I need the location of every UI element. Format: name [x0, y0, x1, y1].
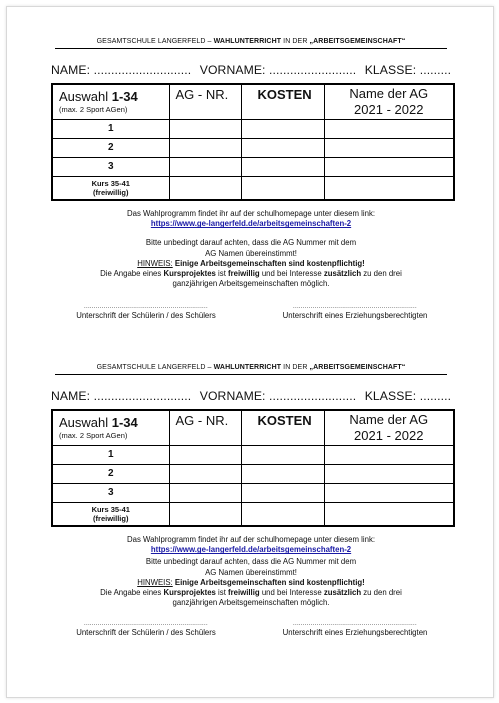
table-row	[52, 119, 454, 138]
col-auswahl-header	[52, 410, 169, 445]
kurs-optional: (freiwillig)	[93, 513, 129, 523]
agnr-cell[interactable]	[169, 157, 241, 176]
parent-signature[interactable]	[257, 620, 453, 638]
row-label: 1	[52, 445, 169, 464]
text-fragment: zusätzlich	[323, 269, 362, 279]
auswahl-range: 1-34	[111, 88, 138, 104]
info-line	[51, 588, 451, 598]
col-agname-header	[324, 410, 454, 445]
agname-cell[interactable]	[324, 445, 454, 464]
agnr-cell[interactable]	[169, 502, 241, 526]
student-signature[interactable]	[51, 303, 241, 321]
table-row	[52, 445, 454, 464]
agnr-cell[interactable]	[169, 138, 241, 157]
col-kosten-header: KOSTEN	[241, 410, 324, 445]
row-label: 1	[52, 119, 169, 138]
text-fragment: und bei Interesse	[259, 269, 324, 279]
info-line: Bitte unbedingt darauf achten, dass die AG Nummer mit dem	[145, 557, 357, 567]
hinweis-label: HINWEIS:	[137, 258, 173, 268]
col-kosten-header: KOSTEN	[241, 84, 324, 119]
agname-label: Name der AG	[349, 411, 429, 427]
table-row	[52, 138, 454, 157]
col-agname-header	[324, 84, 454, 119]
table-header-row	[52, 84, 454, 119]
header-in-der: IN DER	[281, 364, 310, 371]
table-row	[52, 483, 454, 502]
info-line: Bitte unbedingt darauf achten, dass die AG Nummer mit dem	[145, 238, 357, 248]
parent-signature-label: Unterschrift eines Erziehungsberechtigten	[282, 628, 428, 638]
kosten-cell[interactable]	[241, 464, 324, 483]
kosten-cell[interactable]	[241, 119, 324, 138]
student-fields	[51, 389, 451, 403]
agname-cell[interactable]	[324, 138, 454, 157]
signature-area	[51, 303, 451, 327]
info-line: AG Namen übereinstimmt!	[205, 567, 297, 577]
text-fragment: zu den drei	[361, 269, 402, 279]
auswahl-label: Auswahl	[59, 414, 112, 430]
agnr-cell[interactable]	[169, 483, 241, 502]
info-line: ganzjährigen Arbeitsgemeinschaften möglich.	[172, 598, 330, 608]
hinweis-text: Einige Arbeitsgemeinschaften sind kostenpflichtig!	[172, 577, 365, 587]
vorname-label: VORNAME:	[199, 389, 266, 403]
signature-line: ...............................................................	[293, 304, 417, 311]
agnr-cell[interactable]	[169, 464, 241, 483]
form-header	[55, 38, 447, 49]
agname-cell[interactable]	[324, 483, 454, 502]
klasse-label: KLASSE:	[364, 63, 417, 77]
school-year: 2021 - 2022	[354, 101, 424, 117]
text-fragment: zusätzlich	[323, 588, 362, 598]
kosten-cell[interactable]	[241, 502, 324, 526]
kosten-cell[interactable]	[241, 157, 324, 176]
info-line: ganzjährigen Arbeitsgemeinschaften möglich.	[172, 279, 330, 289]
program-link[interactable]: https://www.ge-langerfeld.de/arbeitsgemeinschaften-2	[150, 219, 352, 229]
col-agnr-header: AG - NR.	[169, 410, 241, 445]
header-ag: „ARBEITSGEMEINSCHAFT“	[309, 38, 406, 45]
info-line: Das Wahlprogramm findet ihr auf der schulhomepage unter diesem link:	[126, 209, 376, 218]
info-line	[51, 269, 451, 279]
school-year: 2021 - 2022	[354, 427, 424, 443]
header-in-der: IN DER	[281, 38, 310, 45]
parent-signature[interactable]	[257, 303, 453, 321]
hinweis-label: HINWEIS:	[137, 577, 173, 587]
student-signature[interactable]	[51, 620, 241, 638]
text-fragment: Die Angabe eines	[100, 269, 164, 279]
text-fragment: Kursprojektes	[163, 269, 216, 279]
hinweis-line	[51, 259, 451, 269]
hinweis-line	[51, 578, 451, 588]
header-school: GESAMTSCHULE LANGERFELD –	[96, 38, 214, 45]
ag-selection-table	[51, 83, 455, 201]
kurs-label	[52, 176, 169, 200]
row-label: 2	[52, 464, 169, 483]
info-line: Das Wahlprogramm findet ihr auf der schulhomepage unter diesem link:	[126, 535, 376, 544]
signature-line: ...............................................................	[293, 621, 417, 628]
text-fragment: Die Angabe eines	[100, 588, 164, 598]
agname-cell[interactable]	[324, 176, 454, 200]
kosten-cell[interactable]	[241, 445, 324, 464]
agname-label: Name der AG	[349, 85, 429, 101]
document-page	[6, 6, 494, 698]
klasse-field[interactable]: .........	[419, 389, 452, 403]
student-signature-label: Unterschrift der Schülerin / des Schülers	[76, 311, 216, 321]
signature-line: ...............................................................	[84, 304, 208, 311]
text-fragment: und bei Interesse	[259, 588, 324, 598]
table-row	[52, 157, 454, 176]
agname-cell[interactable]	[324, 119, 454, 138]
agname-cell[interactable]	[324, 464, 454, 483]
klasse-field[interactable]: .........	[419, 63, 452, 77]
kurs-range: Kurs 35-41	[91, 178, 130, 188]
table-row-kurs	[52, 176, 454, 200]
header-wahlunterricht: WAHLUNTERRICHT	[213, 364, 282, 371]
name-field[interactable]: ............................	[93, 63, 192, 77]
registration-form-2	[51, 364, 451, 644]
info-block	[51, 209, 451, 289]
name-label: NAME:	[51, 63, 91, 77]
text-fragment: ist	[215, 588, 229, 598]
agname-cell[interactable]	[324, 502, 454, 526]
info-block	[51, 535, 451, 608]
row-label: 3	[52, 157, 169, 176]
vorname-field[interactable]: .........................	[269, 389, 357, 403]
auswahl-note: (max. 2 Sport AGen)	[59, 104, 128, 114]
form-header	[55, 364, 447, 375]
registration-form-1	[51, 38, 451, 327]
hinweis-text: Einige Arbeitsgemeinschaften sind kostenpflichtig!	[172, 258, 365, 268]
text-fragment: freiwillig	[228, 269, 260, 279]
kurs-optional: (freiwillig)	[93, 187, 129, 197]
name-field[interactable]: ............................	[93, 389, 192, 403]
agname-cell[interactable]	[324, 157, 454, 176]
signature-line: ...............................................................	[84, 621, 208, 628]
signature-area	[51, 620, 451, 644]
auswahl-range: 1-34	[111, 414, 138, 430]
text-fragment: ist	[215, 269, 229, 279]
auswahl-note: (max. 2 Sport AGen)	[59, 430, 128, 440]
auswahl-label: Auswahl	[59, 88, 112, 104]
student-fields	[51, 63, 451, 77]
text-fragment: freiwillig	[228, 588, 260, 598]
kurs-label	[52, 502, 169, 526]
text-fragment: Kursprojektes	[163, 588, 216, 598]
col-agnr-header: AG - NR.	[169, 84, 241, 119]
name-label: NAME:	[51, 389, 91, 403]
parent-signature-label: Unterschrift eines Erziehungsberechtigten	[282, 311, 428, 321]
vorname-label: VORNAME:	[199, 63, 266, 77]
table-row	[52, 464, 454, 483]
info-line: AG Namen übereinstimmt!	[205, 248, 297, 258]
text-fragment: zu den drei	[361, 588, 402, 598]
kosten-cell[interactable]	[241, 176, 324, 200]
table-row-kurs	[52, 502, 454, 526]
student-signature-label: Unterschrift der Schülerin / des Schülers	[76, 628, 216, 638]
table-header-row	[52, 410, 454, 445]
vorname-field[interactable]: .........................	[269, 63, 357, 77]
program-link[interactable]: https://www.ge-langerfeld.de/arbeitsgemeinschaften-2	[150, 545, 352, 555]
header-ag: „ARBEITSGEMEINSCHAFT“	[309, 364, 406, 371]
agnr-cell[interactable]	[169, 119, 241, 138]
row-label: 2	[52, 138, 169, 157]
klasse-label: KLASSE:	[364, 389, 417, 403]
row-label: 3	[52, 483, 169, 502]
kosten-cell[interactable]	[241, 483, 324, 502]
col-auswahl-header	[52, 84, 169, 119]
header-school: GESAMTSCHULE LANGERFELD –	[96, 364, 214, 371]
agnr-cell[interactable]	[169, 445, 241, 464]
kurs-range: Kurs 35-41	[91, 504, 130, 514]
agnr-cell[interactable]	[169, 176, 241, 200]
kosten-cell[interactable]	[241, 138, 324, 157]
header-wahlunterricht: WAHLUNTERRICHT	[213, 38, 282, 45]
ag-selection-table	[51, 409, 455, 527]
